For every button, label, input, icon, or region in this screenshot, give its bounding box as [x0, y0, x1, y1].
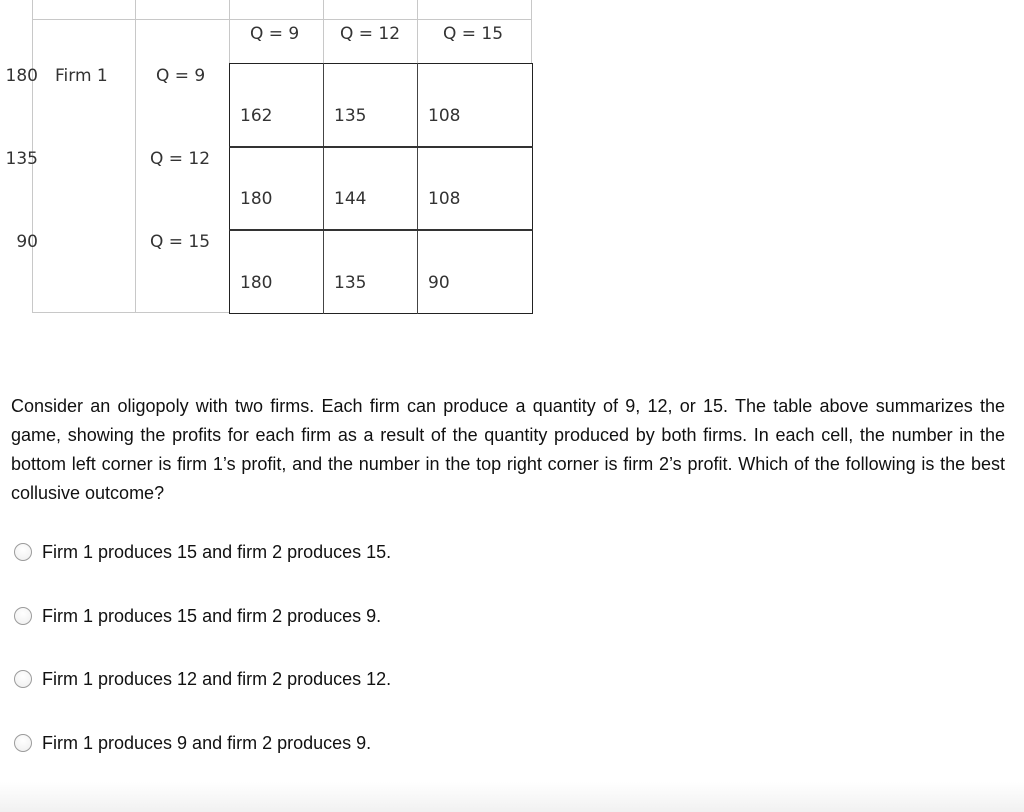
- grid-line: [417, 0, 418, 64]
- bottom-fade: [0, 782, 1024, 812]
- payoff-divider: [417, 63, 418, 314]
- firm1-label: Firm 1: [55, 66, 108, 86]
- grid-line: [531, 0, 532, 64]
- option-label: Firm 1 produces 15 and firm 2 produces 9.: [42, 605, 382, 626]
- firm2-payoff: 90: [16, 232, 38, 252]
- firm1-payoff: 108: [428, 189, 461, 209]
- radio-button[interactable]: [14, 670, 32, 688]
- firm1-payoff: 180: [240, 189, 273, 209]
- firm2-payoff: 135: [5, 149, 38, 169]
- radio-button[interactable]: [14, 543, 32, 561]
- row-header-q15: Q = 15: [150, 232, 211, 252]
- grid-line: [229, 0, 230, 64]
- answer-option[interactable]: [14, 666, 391, 692]
- firm2-payoff: 180: [5, 66, 38, 86]
- radio-button[interactable]: [14, 607, 32, 625]
- firm1-payoff: 144: [334, 189, 367, 209]
- row-header-q9: Q = 9: [156, 66, 206, 86]
- payoff-divider: [229, 229, 533, 231]
- option-label: Firm 1 produces 15 and firm 2 produces 15.: [42, 541, 392, 562]
- grid-line: [135, 0, 136, 313]
- answer-option[interactable]: [14, 730, 371, 756]
- firm1-payoff: 90: [428, 273, 450, 293]
- question-text: Consider an oligopoly with two firms. Each firm can produce a quantity of 9, 12, or 15. The table above summarizes the game, showing the profits for each firm as a result of the quantity produced by both firms. In each cell, the number in the bottom left corner is firm 1’s profit, and the number in the top right corner is firm 2’s profit. Which of the following is the best collusive outcome?: [11, 396, 1005, 503]
- radio-button[interactable]: [14, 734, 32, 752]
- row-header-q12: Q = 12: [150, 149, 211, 169]
- col-header-q9: Q = 9: [250, 24, 300, 44]
- payoff-divider: [323, 63, 324, 314]
- firm1-payoff: 135: [334, 273, 367, 293]
- option-label: Firm 1 produces 9 and firm 2 produces 9.: [42, 732, 372, 753]
- option-label: Firm 1 produces 12 and firm 2 produces 12.: [42, 668, 392, 689]
- firm1-payoff: 135: [334, 106, 367, 126]
- answer-option[interactable]: [14, 603, 381, 629]
- col-header-q12: Q = 12: [340, 24, 401, 44]
- payoff-block: [229, 63, 533, 314]
- firm1-payoff: 108: [428, 106, 461, 126]
- grid-line: [32, 19, 532, 20]
- payoff-table: [0, 0, 540, 320]
- grid-line: [323, 0, 324, 64]
- col-header-q15: Q = 15: [443, 24, 504, 44]
- firm1-payoff: 162: [240, 106, 273, 126]
- firm1-payoff: 180: [240, 273, 273, 293]
- grid-line: [32, 312, 230, 313]
- answer-option[interactable]: [14, 539, 391, 565]
- payoff-divider: [229, 146, 533, 148]
